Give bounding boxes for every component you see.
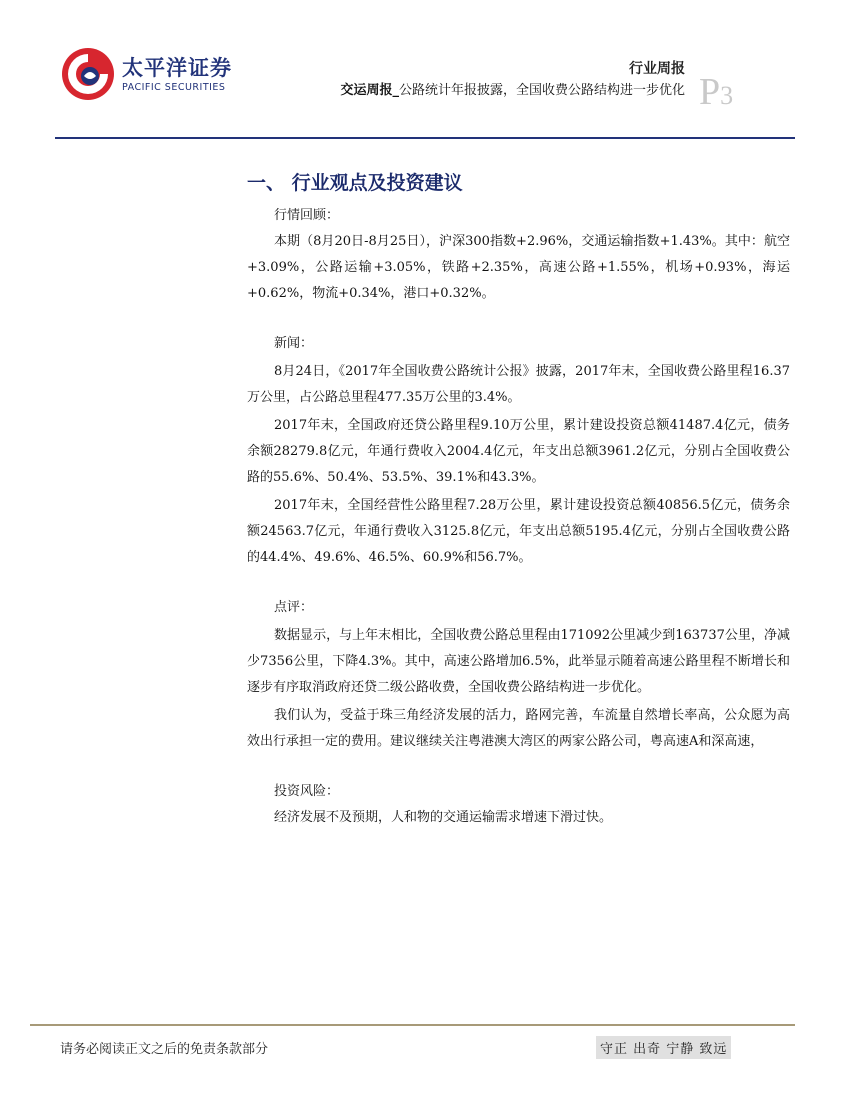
spacer bbox=[247, 755, 790, 779]
page-letter: P bbox=[699, 71, 721, 113]
pacific-securities-logo-icon bbox=[60, 46, 116, 102]
paragraph-comment-2: 我们认为，受益于珠三角经济发展的活力，路网完善，车流量自然增长率高，公众愿为高效出行承担一定的费用。建议继续关注粤港澳大湾区的两家公路公司，粤高速A和深高速， bbox=[247, 708, 790, 749]
paragraph-news-3: 2017年末，全国经营性公路里程7.28万公里，累计建设投资总额40856.5亿元，债务余额24563.7亿元，年通行费收入3125.8亿元，年支出总额5195.4亿元，分别占全国收费公路的44.4%、49.6%、46.5%、60.9%和56.7%。 bbox=[247, 498, 790, 565]
company-logo bbox=[60, 44, 232, 106]
report-type: 行业周报 bbox=[629, 61, 685, 77]
footer-disclaimer: 请务必阅读正文之后的免责条款部分 bbox=[60, 1042, 269, 1057]
page-number bbox=[699, 70, 733, 114]
paragraph-comment-1: 数据显示，与上年末相比，全国收费公路总里程由171092公里减少到163737公里，净减少7356公里，下降4.3%。其中，高速公路增加6.5%，此举显示随着高速公路里程不断增长和逐步有序取消政府还贷二级公路收费，全国收费公路结构进一步优化。 bbox=[247, 628, 790, 695]
spacer bbox=[247, 307, 790, 331]
footer-motto: 守正 出奇 宁静 致远 bbox=[596, 1036, 731, 1059]
report-body bbox=[247, 203, 790, 831]
report-title bbox=[340, 79, 685, 98]
logo-name-en: PACIFIC SECURITIES bbox=[122, 82, 226, 93]
section-title: 一、 行业观点及投资建议 bbox=[247, 172, 463, 194]
report-title-bold: 交运周报_ bbox=[340, 83, 399, 98]
report-title-rest: 公路统计年报披露，全国收费公路结构进一步优化 bbox=[398, 83, 685, 98]
subheading-news: 新闻： bbox=[274, 336, 314, 351]
subheading-market-review: 行情回顾： bbox=[274, 208, 340, 223]
subheading-comment: 点评： bbox=[274, 600, 314, 615]
page-digit: 3 bbox=[720, 81, 734, 110]
paragraph-market-review: 本期（8月20日-8月25日），沪深300指数+2.96%，交通运输指数+1.43%。其中：航空+3.09%，公路运输+3.05%，铁路+2.35%，高速公路+1.55%，机场+0.93%，海运+0.62%，物流+0.34%，港口+0.32%。 bbox=[247, 234, 790, 301]
subheading-risk: 投资风险： bbox=[274, 784, 340, 799]
paragraph-risk: 经济发展不及预期，人和物的交通运输需求增速下滑过快。 bbox=[274, 810, 613, 825]
footer-divider bbox=[30, 1024, 795, 1026]
header-divider bbox=[55, 137, 795, 139]
logo-name-cn: 太平洋证券 bbox=[122, 56, 232, 80]
spacer bbox=[247, 571, 790, 595]
paragraph-news-1: 8月24日，《2017年全国收费公路统计公报》披露，2017年末，全国收费公路里程16.37万公里，占公路总里程477.35万公里的3.4%。 bbox=[247, 364, 790, 405]
paragraph-news-2: 2017年末，全国政府还贷公路里程9.10万公里，累计建设投资总额41487.4亿元，债务余额28279.8亿元，年通行费收入2004.4亿元，年支出总额3961.2亿元，分别占全国收费公路的55.6%、50.4%、53.5%、39.1%和43.3%。 bbox=[247, 418, 790, 485]
